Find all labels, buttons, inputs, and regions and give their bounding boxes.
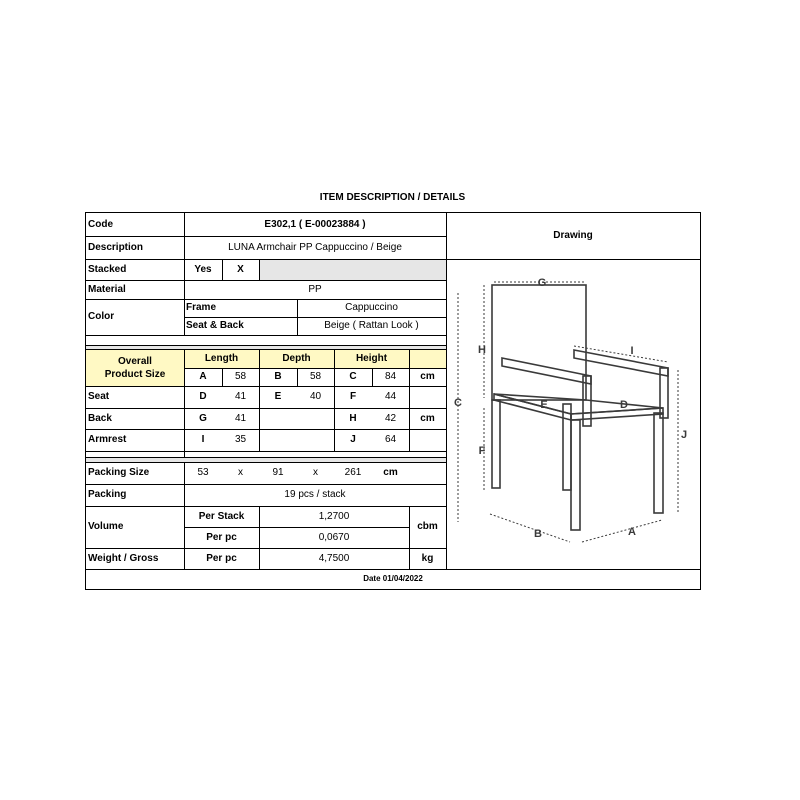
- description-label: Description: [88, 241, 144, 253]
- per-stack-value: 1,2700: [318, 510, 350, 522]
- color-label: Color: [88, 311, 115, 322]
- document-title: ITEM DESCRIPTION / DETAILS: [319, 192, 466, 203]
- label-e: E: [540, 399, 548, 411]
- dim-d-value: 41: [234, 391, 247, 402]
- dim-a-label: A: [199, 371, 207, 382]
- label-g: G: [537, 277, 547, 289]
- stacked-label: Stacked: [88, 263, 127, 275]
- stacked-yes: Yes: [194, 263, 212, 275]
- dim-c-label: C: [349, 371, 357, 382]
- dim-b-value: 58: [309, 371, 322, 382]
- chair-frame: [492, 285, 668, 530]
- label-b: B: [534, 528, 542, 540]
- packing-size-label: Packing Size: [88, 467, 150, 478]
- label-f: F: [478, 445, 486, 457]
- dim-h-value: 42: [384, 412, 397, 424]
- dim-d-label: D: [199, 391, 207, 402]
- dim-h-label: H: [349, 412, 357, 424]
- description-value: LUNA Armchair PP Cappuccino / Beige: [228, 241, 402, 253]
- dim-b-label: B: [274, 371, 282, 382]
- packing-width: 91: [272, 467, 284, 478]
- volume-per-pc-value: 0,0670: [318, 531, 350, 543]
- per-stack-label: Per Stack: [198, 510, 245, 522]
- stacked-mark: X: [237, 263, 244, 275]
- code-value: E302,1 ( E-00023884 ): [264, 218, 366, 230]
- dim-i-value: 35: [234, 434, 247, 445]
- packing-value: 19 pcs / stack: [284, 489, 346, 500]
- volume-label: Volume: [88, 521, 124, 532]
- dimension-lines: [458, 282, 678, 542]
- label-c: C: [454, 397, 462, 409]
- drawing-header: Drawing: [553, 230, 593, 241]
- packing-label: Packing: [88, 489, 127, 500]
- dim-g-label: G: [199, 412, 207, 424]
- seat-back-value: Beige ( Rattan Look ): [324, 320, 419, 331]
- overall-unit: cm: [420, 371, 435, 382]
- length-header: Length: [204, 352, 239, 364]
- weight-label: Weight / Gross: [88, 552, 159, 564]
- packing-size-unit: cm: [383, 467, 398, 478]
- dim-f-value: 44: [384, 391, 397, 402]
- packing-x1: x: [238, 467, 243, 478]
- material-label: Material: [88, 283, 126, 295]
- back-unit: cm: [420, 412, 435, 424]
- weight-per-pc-label: Per pc: [206, 552, 237, 564]
- seat-back-label: Seat & Back: [186, 320, 244, 331]
- dim-c-value: 84: [384, 371, 397, 382]
- label-d: D: [620, 399, 628, 411]
- label-i: I: [630, 345, 634, 357]
- volume-per-pc-label: Per pc: [206, 531, 237, 543]
- chair-drawing: [446, 258, 700, 568]
- label-a: A: [628, 526, 636, 538]
- date-footer: Date 01/04/2022: [363, 574, 423, 583]
- label-j: J: [680, 429, 688, 441]
- seat-label: Seat: [88, 391, 110, 402]
- weight-value: 4,7500: [318, 552, 350, 564]
- height-header: Height: [355, 352, 388, 364]
- dim-a-value: 58: [234, 371, 247, 382]
- dim-e-value: 40: [309, 391, 322, 402]
- frame-label: Frame: [186, 302, 217, 313]
- dim-g-value: 41: [234, 412, 247, 424]
- code-label: Code: [88, 218, 113, 230]
- packing-length: 53: [197, 467, 209, 478]
- dim-j-label: J: [350, 434, 356, 445]
- packing-x2: x: [313, 467, 318, 478]
- volume-unit: cbm: [417, 521, 438, 532]
- stacked-empty-shade: [259, 259, 446, 280]
- material-value: PP: [308, 283, 322, 295]
- back-label: Back: [88, 412, 112, 424]
- overall-size-label: Overall Product Size: [104, 355, 166, 380]
- dim-f-label: F: [349, 391, 357, 402]
- dim-i-label: I: [201, 434, 205, 445]
- weight-unit: kg: [421, 552, 434, 564]
- depth-header: Depth: [282, 352, 311, 364]
- label-h: H: [478, 344, 486, 356]
- armrest-label: Armrest: [88, 434, 127, 445]
- frame-value: Cappuccino: [345, 302, 398, 313]
- packing-height: 261: [344, 467, 362, 478]
- dim-e-label: E: [274, 391, 282, 402]
- dim-j-value: 64: [384, 434, 397, 445]
